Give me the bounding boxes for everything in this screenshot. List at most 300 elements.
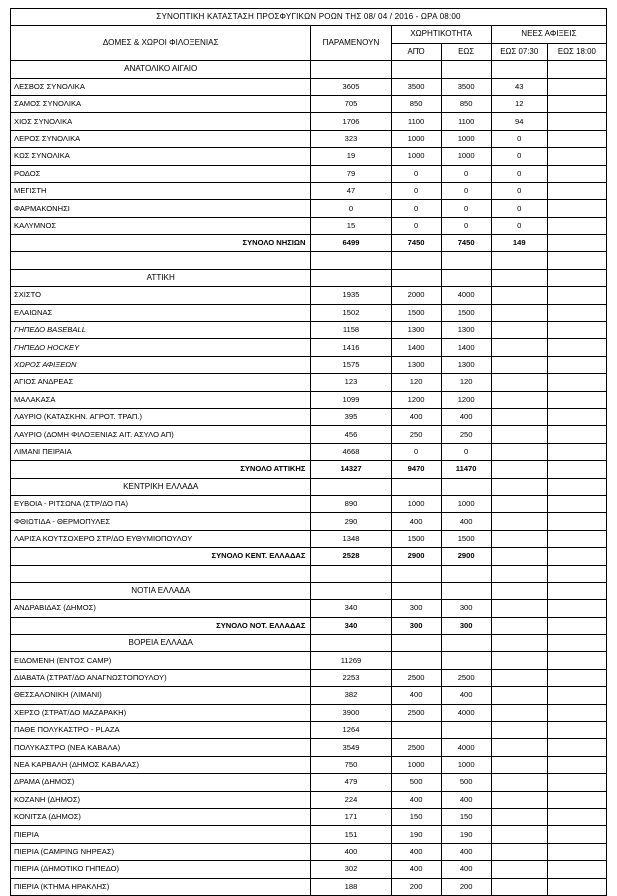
facility-name: ΚΟΖΑΝΗ (ΔΗΜΟΣ) — [11, 791, 311, 808]
cell-staying: 19 — [311, 148, 391, 165]
cell-arrivals-0730 — [491, 374, 547, 391]
column-header-capacity: ΧΩΡΗΤΙΚΟΤΗΤΑ — [391, 26, 491, 43]
section-header-row — [11, 582, 607, 599]
facility-name: ΧΙΟΣ ΣΥΝΟΛΙΚΑ — [11, 113, 311, 130]
cell-staying — [311, 61, 391, 78]
cell-capacity-to: 4000 — [441, 739, 491, 756]
facility-name: ΠΑΘΕ ΠΟΛΥΚΑΣΤΡΟ - PLAZA — [11, 722, 311, 739]
facility-name: ΛΙΜΑΝΙ ΠΕΙΡΑΙΑ — [11, 443, 311, 460]
column-header-arrivals-1800: ΕΩΣ 18:00 — [547, 43, 606, 60]
cell-arrivals-1800 — [547, 148, 606, 165]
spacer-row — [11, 565, 607, 582]
cell-capacity-from — [391, 635, 441, 652]
spacer-cell — [547, 252, 606, 269]
cell-staying: 1575 — [311, 356, 391, 373]
table-row — [11, 182, 607, 199]
cell-capacity-to: 500 — [441, 774, 491, 791]
facility-name: ΕΙΔΟΜΕΝΗ (ΕΝΤΟΣ CAMP) — [11, 652, 311, 669]
cell-capacity-from — [391, 269, 441, 286]
cell-capacity-from: 1300 — [391, 322, 441, 339]
cell-arrivals-0730 — [491, 478, 547, 495]
cell-capacity-to: 11470 — [441, 461, 491, 478]
cell-capacity-to: 7450 — [441, 235, 491, 252]
table-row — [11, 217, 607, 234]
facility-name: ΜΑΛΑΚΑΣΑ — [11, 391, 311, 408]
section-header-row — [11, 269, 607, 286]
cell-capacity-from: 2900 — [391, 548, 441, 565]
cell-arrivals-0730 — [491, 391, 547, 408]
cell-capacity-to: 0 — [441, 200, 491, 217]
cell-arrivals-1800 — [547, 826, 606, 843]
table-body — [11, 61, 607, 896]
cell-arrivals-1800 — [547, 530, 606, 547]
cell-capacity-from: 190 — [391, 826, 441, 843]
cell-arrivals-1800 — [547, 687, 606, 704]
cell-staying: 3900 — [311, 704, 391, 721]
facility-name: ΔΙΑΒΑΤΑ (ΣΤΡΑΤ/ΔΟ ΑΝΑΓΝΩΣΤΟΠΟΥΛΟΥ) — [11, 669, 311, 686]
column-header-capacity-from: ΑΠΌ — [391, 43, 441, 60]
cell-arrivals-0730 — [491, 530, 547, 547]
facility-name: ΣΑΜΟΣ ΣΥΝΟΛΙΚΑ — [11, 95, 311, 112]
cell-staying: 15 — [311, 217, 391, 234]
cell-arrivals-0730: 0 — [491, 182, 547, 199]
column-header-new-arrivals: ΝΕΕΣ ΑΦΙΞΕΙΣ — [491, 26, 606, 43]
table-row — [11, 78, 607, 95]
cell-capacity-to: 4000 — [441, 287, 491, 304]
cell-capacity-to — [441, 652, 491, 669]
facility-name: ΚΩΣ ΣΥΝΟΛΙΚΑ — [11, 148, 311, 165]
table-row — [11, 739, 607, 756]
cell-capacity-to: 1000 — [441, 148, 491, 165]
cell-capacity-from: 0 — [391, 443, 441, 460]
cell-arrivals-1800 — [547, 130, 606, 147]
cell-arrivals-1800 — [547, 269, 606, 286]
cell-capacity-to: 300 — [441, 600, 491, 617]
cell-arrivals-0730: 0 — [491, 148, 547, 165]
cell-capacity-to: 1100 — [441, 113, 491, 130]
cell-arrivals-0730 — [491, 861, 547, 878]
cell-capacity-from: 0 — [391, 200, 441, 217]
cell-capacity-from: 1500 — [391, 304, 441, 321]
cell-arrivals-1800 — [547, 582, 606, 599]
table-row — [11, 339, 607, 356]
total-label: ΣΥΝΟΛΟ ΝΟΤ. ΕΛΛΑΔΑΣ — [11, 617, 311, 634]
table-row — [11, 322, 607, 339]
cell-capacity-to: 1300 — [441, 322, 491, 339]
cell-capacity-to — [441, 61, 491, 78]
section-header-row — [11, 635, 607, 652]
cell-staying: 11269 — [311, 652, 391, 669]
section-header-label: ΚΕΝΤΡΙΚΗ ΕΛΛΑΔΑ — [11, 478, 311, 495]
facility-name: ΦΘΙΩΤΙΔΑ - ΘΕΡΜΟΠΥΛΕΣ — [11, 513, 311, 530]
cell-capacity-from: 3500 — [391, 78, 441, 95]
cell-capacity-from: 2000 — [391, 287, 441, 304]
facility-name: ΛΑΡΙΣΑ ΚΟΥΤΣΟΧΕΡΟ ΣΤΡ/ΔΟ ΕΥΘΥΜΙΟΠΟΥΛΟΥ — [11, 530, 311, 547]
cell-arrivals-1800 — [547, 791, 606, 808]
cell-arrivals-1800 — [547, 461, 606, 478]
facility-name: ΧΕΡΣΟ (ΣΤΡΑΤ/ΔΟ ΜΑΖΑΡΑΚΗ) — [11, 704, 311, 721]
cell-capacity-to: 200 — [441, 878, 491, 895]
cell-staying: 1502 — [311, 304, 391, 321]
cell-staying: 79 — [311, 165, 391, 182]
cell-arrivals-1800 — [547, 391, 606, 408]
cell-arrivals-1800 — [547, 878, 606, 895]
cell-capacity-to: 1400 — [441, 339, 491, 356]
cell-capacity-from: 400 — [391, 861, 441, 878]
cell-arrivals-1800 — [547, 61, 606, 78]
cell-capacity-to: 250 — [441, 426, 491, 443]
cell-capacity-to: 850 — [441, 95, 491, 112]
table-row — [11, 774, 607, 791]
total-label: ΣΥΝΟΛΟ ΚΕΝΤ. ΕΛΛΑΔΑΣ — [11, 548, 311, 565]
cell-arrivals-1800 — [547, 704, 606, 721]
cell-arrivals-1800 — [547, 513, 606, 530]
cell-capacity-to: 1000 — [441, 495, 491, 512]
cell-staying: 47 — [311, 182, 391, 199]
table-row — [11, 200, 607, 217]
cell-arrivals-1800 — [547, 235, 606, 252]
table-row — [11, 652, 607, 669]
cell-staying: 224 — [311, 791, 391, 808]
cell-capacity-from: 850 — [391, 95, 441, 112]
facility-name: ΣΧΙΣΤΟ — [11, 287, 311, 304]
cell-capacity-to: 400 — [441, 861, 491, 878]
total-row — [11, 548, 607, 565]
cell-capacity-to: 400 — [441, 843, 491, 860]
cell-arrivals-0730 — [491, 495, 547, 512]
header-row-main — [11, 26, 607, 43]
cell-capacity-from: 1500 — [391, 530, 441, 547]
cell-staying — [311, 478, 391, 495]
cell-capacity-from: 120 — [391, 374, 441, 391]
cell-capacity-from: 0 — [391, 217, 441, 234]
cell-arrivals-1800 — [547, 843, 606, 860]
cell-capacity-to: 3500 — [441, 78, 491, 95]
cell-staying: 1099 — [311, 391, 391, 408]
cell-capacity-from — [391, 582, 441, 599]
facility-name: ΡΟΔΟΣ — [11, 165, 311, 182]
spacer-cell — [491, 252, 547, 269]
facility-name: ΛΑΥΡΙΟ (ΚΑΤΑΣΚΗΝ. ΑΓΡΟΤ. ΤΡΑΠ.) — [11, 408, 311, 425]
table-row — [11, 95, 607, 112]
cell-arrivals-0730 — [491, 548, 547, 565]
cell-staying: 171 — [311, 808, 391, 825]
table-row — [11, 791, 607, 808]
cell-arrivals-1800 — [547, 426, 606, 443]
cell-capacity-to — [441, 582, 491, 599]
cell-capacity-to: 2900 — [441, 548, 491, 565]
cell-arrivals-0730: 12 — [491, 95, 547, 112]
cell-arrivals-1800 — [547, 78, 606, 95]
cell-arrivals-0730: 149 — [491, 235, 547, 252]
cell-arrivals-0730 — [491, 304, 547, 321]
cell-staying — [311, 269, 391, 286]
total-row — [11, 235, 607, 252]
total-label: ΣΥΝΟΛΟ ΝΗΣΙΩΝ — [11, 235, 311, 252]
cell-capacity-from — [391, 652, 441, 669]
table-row — [11, 704, 607, 721]
cell-arrivals-0730: 0 — [491, 217, 547, 234]
cell-capacity-to: 2500 — [441, 669, 491, 686]
cell-arrivals-0730 — [491, 600, 547, 617]
cell-staying: 705 — [311, 95, 391, 112]
cell-arrivals-1800 — [547, 478, 606, 495]
cell-capacity-to — [441, 722, 491, 739]
cell-capacity-from: 1100 — [391, 113, 441, 130]
section-header-row — [11, 61, 607, 78]
spacer-cell — [391, 565, 441, 582]
cell-arrivals-0730 — [491, 687, 547, 704]
cell-arrivals-1800 — [547, 165, 606, 182]
cell-arrivals-0730: 0 — [491, 165, 547, 182]
cell-arrivals-1800 — [547, 669, 606, 686]
facility-name: ΛΑΥΡΙΟ (ΔΟΜΗ ΦΙΛΟΞΕΝΙΑΣ ΑΙΤ. ΑΣΥΛΟ ΑΠ) — [11, 426, 311, 443]
cell-staying: 6499 — [311, 235, 391, 252]
cell-staying: 456 — [311, 426, 391, 443]
cell-capacity-from: 9470 — [391, 461, 441, 478]
table-row — [11, 530, 607, 547]
cell-arrivals-0730 — [491, 513, 547, 530]
cell-staying: 1158 — [311, 322, 391, 339]
cell-staying: 400 — [311, 843, 391, 860]
cell-arrivals-1800 — [547, 495, 606, 512]
section-header-row — [11, 478, 607, 495]
table-row — [11, 130, 607, 147]
cell-staying: 395 — [311, 408, 391, 425]
cell-capacity-to: 400 — [441, 408, 491, 425]
facility-name: ΠΙΕΡΙΑ (ΔΗΜΟΤΙΚΟ ΓΗΠΕΔΟ) — [11, 861, 311, 878]
cell-arrivals-1800 — [547, 95, 606, 112]
cell-capacity-to: 190 — [441, 826, 491, 843]
cell-arrivals-1800 — [547, 756, 606, 773]
cell-arrivals-0730 — [491, 739, 547, 756]
cell-capacity-to — [441, 635, 491, 652]
table-row — [11, 304, 607, 321]
cell-arrivals-1800 — [547, 722, 606, 739]
cell-arrivals-0730 — [491, 722, 547, 739]
cell-arrivals-0730 — [491, 843, 547, 860]
cell-staying: 3605 — [311, 78, 391, 95]
cell-capacity-from: 1300 — [391, 356, 441, 373]
table-row — [11, 113, 607, 130]
cell-capacity-from: 1400 — [391, 339, 441, 356]
cell-arrivals-0730: 0 — [491, 130, 547, 147]
cell-staying — [311, 635, 391, 652]
column-header-facilities: ΔΟΜΕΣ & ΧΩΡΟΙ ΦΙΛΟΞΕΝΙΑΣ — [11, 26, 311, 61]
cell-staying: 290 — [311, 513, 391, 530]
cell-arrivals-1800 — [547, 600, 606, 617]
cell-staying: 302 — [311, 861, 391, 878]
cell-capacity-from: 1000 — [391, 756, 441, 773]
cell-arrivals-1800 — [547, 374, 606, 391]
facility-name: ΦΑΡΜΑΚΟΝΗΣΙ — [11, 200, 311, 217]
cell-capacity-from: 1000 — [391, 130, 441, 147]
cell-arrivals-0730 — [491, 756, 547, 773]
cell-capacity-from: 500 — [391, 774, 441, 791]
table-row — [11, 356, 607, 373]
refugee-flows-table — [10, 8, 607, 896]
cell-capacity-from: 400 — [391, 513, 441, 530]
cell-arrivals-1800 — [547, 617, 606, 634]
cell-arrivals-1800 — [547, 287, 606, 304]
cell-capacity-from: 150 — [391, 808, 441, 825]
cell-arrivals-0730 — [491, 408, 547, 425]
cell-capacity-from: 7450 — [391, 235, 441, 252]
spacer-row — [11, 252, 607, 269]
cell-capacity-to: 1300 — [441, 356, 491, 373]
facility-name: ΑΝΔΡΑΒΙΔΑΣ (ΔΗΜΟΣ) — [11, 600, 311, 617]
column-header-staying: ΠΑΡΑΜΕΝΟΥΝ — [311, 26, 391, 61]
cell-arrivals-1800 — [547, 739, 606, 756]
cell-capacity-from: 2500 — [391, 739, 441, 756]
cell-arrivals-1800 — [547, 339, 606, 356]
cell-capacity-from: 1000 — [391, 495, 441, 512]
facility-name: ΠΙΕΡΙΑ (CAMPING ΝΗΡΕΑΣ) — [11, 843, 311, 860]
cell-arrivals-0730 — [491, 443, 547, 460]
facility-name: ΜΕΓΙΣΤΗ — [11, 182, 311, 199]
facility-name: ΕΥΒΟΙΑ - ΡΙΤΣΩΝΑ (ΣΤΡ/ΔΟ ΠΑ) — [11, 495, 311, 512]
table-row — [11, 826, 607, 843]
cell-arrivals-0730: 43 — [491, 78, 547, 95]
cell-staying — [311, 582, 391, 599]
table-row — [11, 756, 607, 773]
cell-arrivals-0730 — [491, 339, 547, 356]
spacer-cell — [491, 565, 547, 582]
cell-capacity-to: 1200 — [441, 391, 491, 408]
cell-capacity-from: 400 — [391, 408, 441, 425]
cell-capacity-from: 300 — [391, 617, 441, 634]
cell-arrivals-0730 — [491, 669, 547, 686]
spacer-cell — [441, 565, 491, 582]
cell-capacity-to: 400 — [441, 687, 491, 704]
cell-capacity-from — [391, 722, 441, 739]
facility-name: ΠΙΕΡΙΑ (ΚΤΗΜΑ ΗΡΑΚΛΗΣ) — [11, 878, 311, 895]
spacer-cell — [391, 252, 441, 269]
table-row — [11, 391, 607, 408]
cell-staying: 890 — [311, 495, 391, 512]
section-header-label: ΝΟΤΙΑ ΕΛΛΑΔΑ — [11, 582, 311, 599]
cell-capacity-from: 1000 — [391, 148, 441, 165]
cell-capacity-to: 1500 — [441, 304, 491, 321]
cell-capacity-to — [441, 269, 491, 286]
cell-arrivals-0730: 94 — [491, 113, 547, 130]
table-row — [11, 165, 607, 182]
cell-arrivals-0730 — [491, 774, 547, 791]
spacer-cell — [311, 252, 391, 269]
total-label: ΣΥΝΟΛΟ ΑΤΤΙΚΗΣ — [11, 461, 311, 478]
table-header — [11, 9, 607, 61]
cell-capacity-to: 1500 — [441, 530, 491, 547]
facility-name: ΑΓΙΟΣ ΑΝΔΡΕΑΣ — [11, 374, 311, 391]
cell-staying: 1706 — [311, 113, 391, 130]
cell-arrivals-0730 — [491, 582, 547, 599]
cell-capacity-from: 300 — [391, 600, 441, 617]
cell-staying: 750 — [311, 756, 391, 773]
facility-name: ΕΛΑΙΩΝΑΣ — [11, 304, 311, 321]
cell-arrivals-1800 — [547, 861, 606, 878]
cell-capacity-to: 0 — [441, 443, 491, 460]
cell-arrivals-1800 — [547, 113, 606, 130]
cell-arrivals-1800 — [547, 443, 606, 460]
cell-arrivals-1800 — [547, 304, 606, 321]
title-row — [11, 9, 607, 26]
section-header-label: ΒΟΡΕΙΑ ΕΛΛΑΔΑ — [11, 635, 311, 652]
facility-name: ΓΗΠΕΔΟ HOCKEY — [11, 339, 311, 356]
cell-staying: 0 — [311, 200, 391, 217]
cell-arrivals-1800 — [547, 217, 606, 234]
cell-staying: 2253 — [311, 669, 391, 686]
table-row — [11, 443, 607, 460]
cell-capacity-to: 400 — [441, 513, 491, 530]
column-header-capacity-to: ΕΩΣ — [441, 43, 491, 60]
cell-arrivals-0730 — [491, 652, 547, 669]
cell-arrivals-0730 — [491, 269, 547, 286]
cell-staying: 340 — [311, 600, 391, 617]
cell-staying: 3549 — [311, 739, 391, 756]
cell-staying: 479 — [311, 774, 391, 791]
table-row — [11, 687, 607, 704]
cell-arrivals-1800 — [547, 182, 606, 199]
cell-arrivals-0730 — [491, 617, 547, 634]
cell-arrivals-0730 — [491, 826, 547, 843]
facility-name: ΧΩΡΟΣ ΑΦΙΞΕΩΝ — [11, 356, 311, 373]
cell-arrivals-1800 — [547, 408, 606, 425]
cell-capacity-from: 400 — [391, 687, 441, 704]
table-row — [11, 722, 607, 739]
cell-capacity-to: 300 — [441, 617, 491, 634]
cell-arrivals-0730 — [491, 791, 547, 808]
cell-arrivals-1800 — [547, 200, 606, 217]
cell-arrivals-0730 — [491, 878, 547, 895]
cell-staying: 1264 — [311, 722, 391, 739]
spacer-cell — [441, 252, 491, 269]
cell-capacity-from: 250 — [391, 426, 441, 443]
cell-arrivals-1800 — [547, 808, 606, 825]
cell-staying: 4668 — [311, 443, 391, 460]
cell-capacity-from: 0 — [391, 182, 441, 199]
cell-capacity-to: 1000 — [441, 756, 491, 773]
cell-capacity-from: 200 — [391, 878, 441, 895]
spacer-cell — [11, 565, 311, 582]
cell-arrivals-0730 — [491, 808, 547, 825]
cell-capacity-to: 150 — [441, 808, 491, 825]
column-header-arrivals-0730: ΕΩΣ 07:30 — [491, 43, 547, 60]
table-row — [11, 426, 607, 443]
cell-arrivals-1800 — [547, 356, 606, 373]
cell-arrivals-0730 — [491, 426, 547, 443]
cell-staying: 382 — [311, 687, 391, 704]
table-row — [11, 148, 607, 165]
cell-arrivals-1800 — [547, 774, 606, 791]
cell-capacity-to: 0 — [441, 165, 491, 182]
cell-arrivals-0730 — [491, 322, 547, 339]
facility-name: ΚΑΛΥΜΝΟΣ — [11, 217, 311, 234]
cell-staying: 340 — [311, 617, 391, 634]
cell-staying: 2528 — [311, 548, 391, 565]
cell-capacity-to: 4000 — [441, 704, 491, 721]
section-header-label: ΑΝΑΤΟΛΙΚΟ ΑΙΓΑΙΟ — [11, 61, 311, 78]
report-title: ΣΥΝΟΠΤΙΚΗ ΚΑΤΑΣΤΑΣΗ ΠΡΟΣΦΥΓΙΚΩΝ ΡΟΩΝ ΤΗΣ 08/ 04 / 2016 - ΩΡΑ 08:00 — [11, 9, 607, 26]
cell-staying: 14327 — [311, 461, 391, 478]
facility-name: ΛΕΡΟΣ ΣΥΝΟΛΙΚΑ — [11, 130, 311, 147]
table-row — [11, 878, 607, 895]
total-row — [11, 617, 607, 634]
cell-arrivals-1800 — [547, 322, 606, 339]
cell-staying: 188 — [311, 878, 391, 895]
cell-capacity-to: 1000 — [441, 130, 491, 147]
cell-capacity-to: 0 — [441, 182, 491, 199]
cell-capacity-from: 0 — [391, 165, 441, 182]
